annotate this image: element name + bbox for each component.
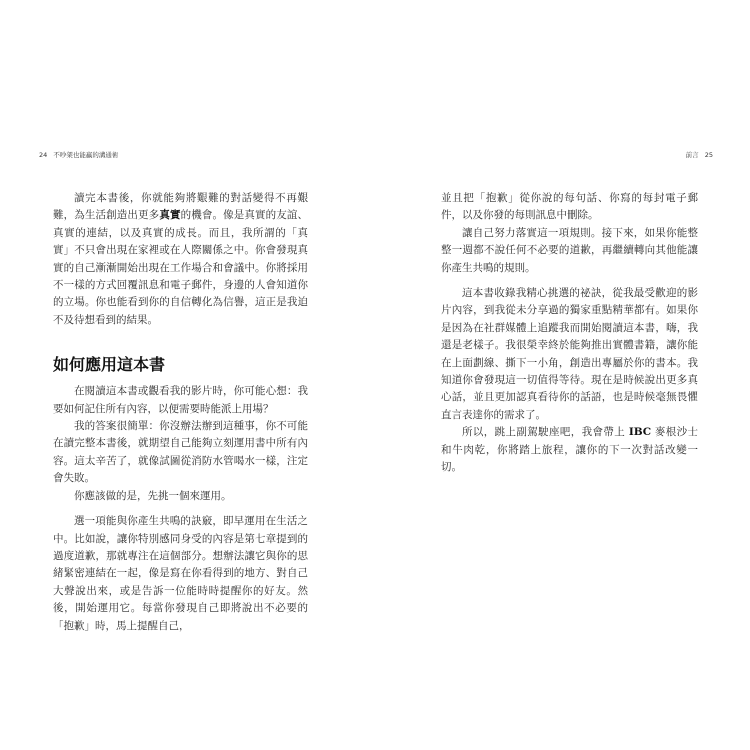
closing-text-1: 所以，跳上副駕駛座吧，我會帶上 [462, 426, 629, 439]
intro-text-2: 的機會。像是真實的友誼、真實的連結，以及真實的成長。而且，我所謂的「真實」不只會出現在家裡或在人際關係之中。你會發現真實的自己漸漸開始出現在工作場合和會議中。你將採用不一樣的方式回覆訊息和電子郵件，身邊的人會知道你的立場。你也能看到你的自信轉化為信譽，這正是我迫不及待想看到的結果。 [53, 209, 309, 326]
paragraph: 我的答案很簡單：你沒辦法辦到這種事，你不可能在讀完整本書後，就期望自己能夠立刻運用書中所有內容。這太辛苦了，就像試圖從消防水管喝水一樣，注定會失敗。 [53, 420, 308, 485]
book-title: 不吵架也能贏的溝通術 [53, 151, 119, 159]
section-title: 前言 [685, 151, 699, 159]
right-running-head [686, 150, 717, 159]
paragraph: 這本書收錄我精心挑選的祕訣，從我最受歡迎的影片內容，到我從未分享過的獨家重點精華都有。如果你是因為在社群媒體上追蹤我而開始閱讀這本書，嗨，我還是老樣子。我很榮幸終於能夠推出實體書籍，讓你能在上面劃線、撕下一小角，創造出專屬於你的書本。我知道你會發現這一切值得等待。現在是時候說出更多真心話，並且更加認真看待你的話語，也是時候毫無畏懼直言表達你的需求了。 [441, 287, 698, 421]
right-page [375, 0, 750, 750]
paragraph-gap [441, 277, 698, 285]
paragraph-continued: 並且把「抱歉」從你說的每句話、你寫的每封電子郵件，以及你發的每則訊息中刪除。 [441, 192, 698, 222]
paragraph: 讓自己努力落實這一項規則。接下來，如果你能整整一週都不說任何不必要的道歉，再繼續轉向其他能讓你產生共鳴的規則。 [441, 226, 698, 274]
intro-emphasis: 真實 [159, 209, 181, 222]
section-heading: 如何應用這本書 [53, 355, 166, 375]
left-page-number: 24 [39, 151, 48, 159]
right-body-text [441, 190, 698, 477]
right-page-number: 25 [704, 151, 713, 159]
paragraph: 選一項能與你產生共鳴的訣竅，即早運用在生活之中。比如說，讓你特別感同身受的內容是第七章提到的過度道歉，那就專注在這個部分。想辦法讓它與你的思緒緊密連結在一起，像是寫在你看得到的地方、對自己大聲說出來，或是告訴一位能時時提醒你的好友。然後，開始運用它。每當你發現自己即將說出不必要的「抱歉」時，馬上提醒自己， [53, 515, 308, 632]
closing-emphasis: IBC [628, 426, 652, 439]
paragraph-gap [53, 505, 308, 513]
left-body-text [53, 190, 308, 635]
closing-text-2: 麥根沙士和牛肉乾，你將踏上旅程，讓你的下一次對話改變一切。 [441, 426, 698, 474]
closing-paragraph [441, 424, 698, 476]
paragraph: 你應該做的是，先挑一個來運用。 [74, 489, 232, 502]
intro-paragraph [53, 190, 308, 329]
intro-text-1: 讀完本書後，你就能夠將艱難的對話變得不再艱難，為生活創造出更多 [53, 192, 308, 222]
left-running-head [35, 150, 118, 159]
paragraph: 在閱讀這本書或觀看我的影片時，你可能心想：我要如何記住所有內容，以便需要時能派上用場？ [53, 385, 308, 415]
